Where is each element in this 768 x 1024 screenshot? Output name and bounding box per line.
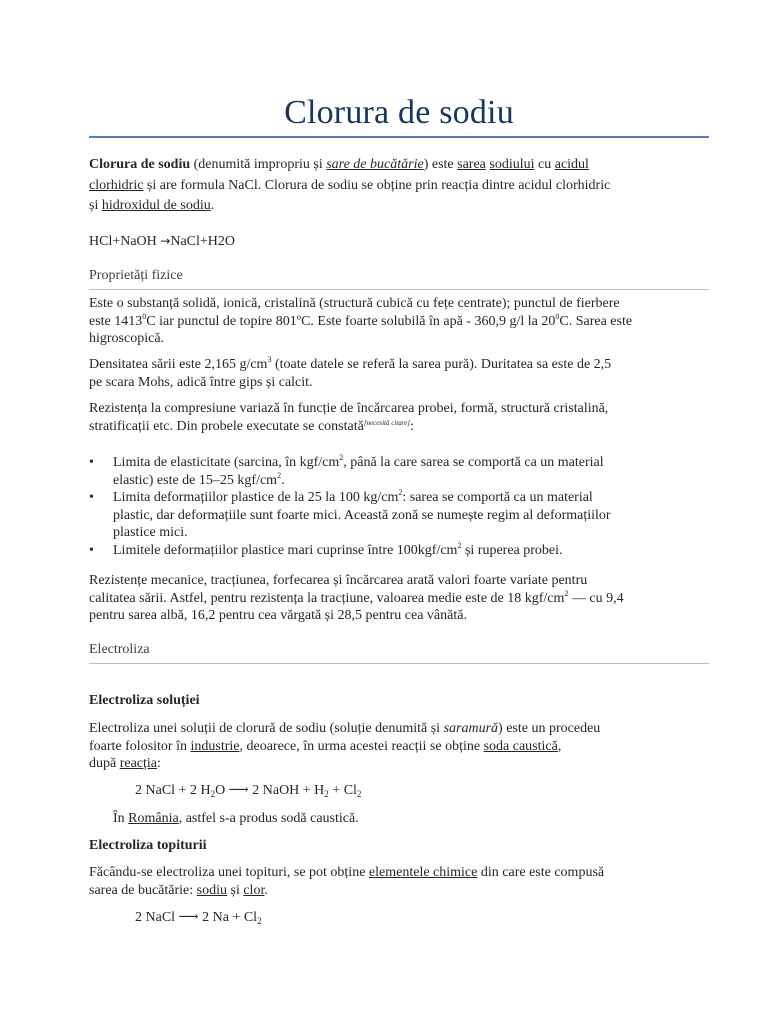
section-heading-physical: Proprietăți fizice — [89, 267, 709, 290]
list-item: • Limitele deformațiilor plastice mari cuprinse între $100kgf/cm^2$ și ruperea probei. — [89, 540, 563, 558]
link-sodiului[interactable]: sodiului — [489, 157, 535, 172]
physical-paragraph-1: Este o substanță solidă, ionică, cristalină (structură cubică cu fețe centrate); punctul de fierbere este 1413$^0$C iar punctul de topire 801ºC. Este foarte solubilă în apă - 360,9 g/l la $20^0C$. Sarea este higroscopică. — [89, 296, 633, 346]
link-industrie[interactable]: industrie — [190, 738, 240, 754]
link-reactia[interactable]: reacția — [119, 756, 158, 771]
reaction-equation: HCl+NaOH →NaCl+H2O — [89, 234, 236, 249]
romania-paragraph: În România, astfel s-a produs sodă caustică. — [113, 811, 359, 826]
bullet-icon: • — [89, 490, 94, 505]
page-title: Clorura de sodiu — [284, 94, 514, 131]
link-sarea[interactable]: sarea — [457, 157, 486, 172]
title-divider — [89, 136, 709, 138]
link-romania[interactable]: România — [128, 811, 179, 826]
link-soda-caustica[interactable]: soda caustică — [483, 738, 558, 754]
list-item: • Limita de elasticitate (sarcina, în kgf/$cm^2$, până la care sarea se comportă ca un material elastic) este de 15–25 kgf/$cm^2$. — [89, 453, 604, 488]
arrow-right-icon: → — [160, 234, 171, 248]
link-acidul[interactable]: acidul — [554, 157, 589, 172]
physical-paragraph-4: Rezistențe mecanice, tracțiunea, forfecarea și încărcarea arată valori foarte variate pentru calitatea sării. Astfel, pentru rezistența la tracțiune, valoarea medie este de 18 kgf/$cm^2$ — cu 9,4 pentru sarea albă, 16,2 pentru cea vărgată și 28,5 pentru cea vânătă. — [89, 573, 624, 623]
melt-paragraph: Făcându-se electroliza unei topituri, se pot obține elementele chimice din care este compusă sarea de bucătărie: sodiu și clor. — [89, 865, 605, 898]
list-item: • Limita deformațiilor plastice de la 25 la 100 $kg/cm^2$: sarea se comportă ca un material plastic, dar deformațiile sunt foarte mici. Această zonă se numește regim al deformațiilor plastice mici. — [89, 488, 611, 540]
bullet-icon: • — [89, 542, 94, 558]
equation-solution: 2 NaCl + 2 $H_2O$ ⟶ 2 NaOH + $H_2 + Cl_2$ — [135, 783, 362, 799]
solution-paragraph: Electroliza unei soluții de clorură de sodiu (soluție denumită și saramură) este un procedeu foarte folositor în industrie, deoarece, în urma acestei reacții se obține soda caustică, după reacția: — [89, 721, 601, 771]
link-sodiu[interactable]: sodiu — [196, 882, 227, 898]
physical-paragraph-3: Rezistența la compresiune variază în funcție de încărcarea probei, formă, structură cristalină, stratificații etc. Din probele executate se constată[necesită citare]: — [89, 401, 609, 434]
intro-bold-term: Clorura de sodiu — [89, 157, 191, 172]
link-sare-de-bucatarie[interactable]: sare de bucătărie — [326, 157, 424, 172]
link-hidroxidul-de-sodiu[interactable]: hidroxidul de sodiu — [101, 198, 211, 213]
citation-needed[interactable]: [necesită citare] — [363, 418, 411, 427]
limits-list — [89, 454, 709, 559]
melt-electrolysis-heading: Electroliza topiturii — [89, 838, 207, 853]
equation-melt: 2 NaCl ⟶ 2 $Na + Cl_2$ — [135, 910, 262, 926]
intro-paragraph: Clorura de sodiu (denumită impropriu și sare de bucătărie) este sarea sodiului cu acidul clorhidric și are formula NaCl. Clorura de sodiu se obține prin reacția dintre acidul clorhidric și hidroxidul de sodiu. — [89, 157, 611, 213]
link-elementele-chimice[interactable]: elementele chimice — [368, 865, 478, 880]
physical-paragraph-2: Densitatea sării este 2,165 $g/cm^3$ (toate datele se referă la sarea pură). Duritatea sa este de 2,5 pe scara Mohs, adică între gips și calcit. — [89, 355, 612, 390]
section-divider — [89, 289, 709, 290]
bullet-icon: • — [89, 455, 94, 470]
link-clor[interactable]: clor — [243, 882, 265, 898]
section-divider — [89, 663, 709, 664]
link-clorhidric[interactable]: clorhidric — [89, 177, 144, 193]
section-heading-electrolysis: Electroliza — [89, 641, 709, 664]
solution-electrolysis-heading: Electroliza soluției — [89, 693, 200, 708]
